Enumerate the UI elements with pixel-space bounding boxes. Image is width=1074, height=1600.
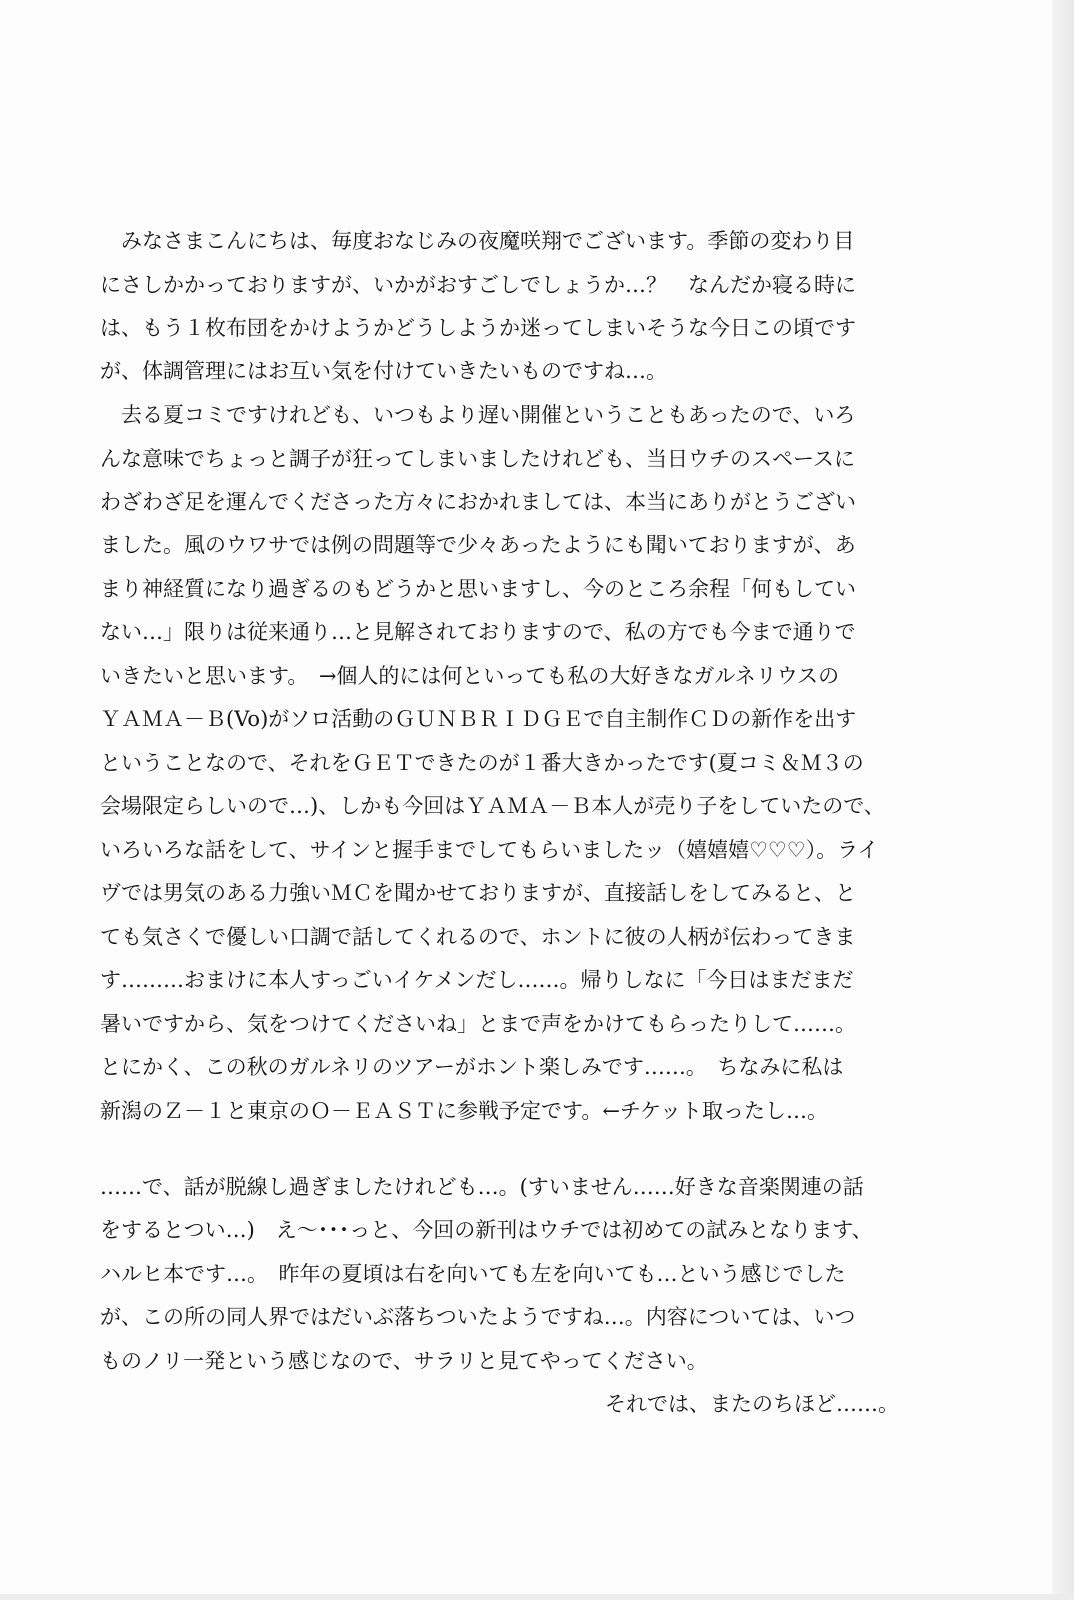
text-line: いきたいと思います。 →個人的には何といっても私の大好きなガルネリウスの [100,664,840,688]
text-line: が、この所の同人界ではだいぶ落ちついたようですね…。内容については、いつ [100,1305,856,1329]
text-line: いろいろな話をして、サインと握手までしてもらいましたッ（嬉嬉嬉♡♡♡）。ライ [100,838,879,862]
text-line: まり神経質になり過ぎるのもどうかと思いますし、今のところ余程「何もしてい [100,577,856,601]
page-edge-shadow [1052,0,1074,1600]
text-line: 会場限定らしいので…)、しかも今回はＹＡＭＡ－Ｂ本人が売り子をしていたので、 [100,794,885,818]
page-bottom-edge [0,1594,1074,1600]
text-line: をするとつい…) え～･･･っと、今回の新刊はウチでは初めての試みとなります、 [100,1218,873,1242]
text-line: 暑いですから、気をつけてくださいね」とまで声をかけてもらったりして……。 [100,1012,856,1036]
text-line: ヴでは男気のある力強いＭＣを聞かせておりますが、直接話しをしてみると、と [100,881,856,905]
text-line: んな意味でちょっと調子が狂ってしまいましたけれども、当日ウチのスペースに [100,447,855,471]
text-line: ない…」限りは従来通り…と見解されておりますので、私の方でも今まで通りで [100,620,856,644]
text-line: ても気さくで優しい口調で話してくれるので、ホントに彼の人柄が伝わってきま [100,925,856,949]
text-line: ものノリ一発という感じなので、サラリと見てやってください。 [100,1349,708,1373]
text-line: ……で、話が脱線し過ぎましたけれども…。(すいません……好きな音楽関連の話 [100,1175,864,1199]
text-line: とにかく、この秋のガルネリのツアーがホント楽しみです……。 ちなみに私は [100,1055,844,1079]
text-line: みなさまこんにちは、毎度おなじみの夜魔咲翔でございます。季節の変わり目 [100,229,855,253]
text-line: 去る夏コミですけれども、いつもより遅い開催ということもあったので、いろ [100,403,856,427]
text-line: ハルヒ本です…。 昨年の夏頃は右を向いても左を向いても…という感じでした [100,1262,846,1286]
text-line: は、もう１枚布団をかけようかどうしようか迷ってしまいそうな今日この頃です [100,316,856,340]
text-line: ということなので、それをＧＥＴできたのが１番大きかったです(夏コミ＆Ｍ３の [100,751,864,775]
closing-line: それでは、またのちほど……。 [605,1392,899,1416]
text-line: にさしかかっておりますが、いかがおすごしでしょうか…？ なんだか寝る時に [100,273,856,297]
text-line: ＹＡＭＡ－Ｂ(Vo)がソロ活動のＧＵＮＢＲＩＤＧＥで自主制作ＣＤの新作を出す [100,707,857,731]
text-line: 新潟のＺ－１と東京のＯ－ＥＡＳＴに参戦予定です。←チケット取ったし…。 [100,1099,829,1123]
text-line: す………おまけに本人すっごいイケメンだし……。帰りしなに「今日はまだまだ [100,968,854,992]
text-line: が、体調管理にはお互い気を付けていきたいものですね…。 [100,359,667,383]
text-line: ました。風のウワサでは例の問題等で少々あったようにも聞いておりますが、あ [100,533,856,557]
text-line: わざわざ足を運んでくださった方々におかれましては、本当にありがとうござい [100,490,856,514]
